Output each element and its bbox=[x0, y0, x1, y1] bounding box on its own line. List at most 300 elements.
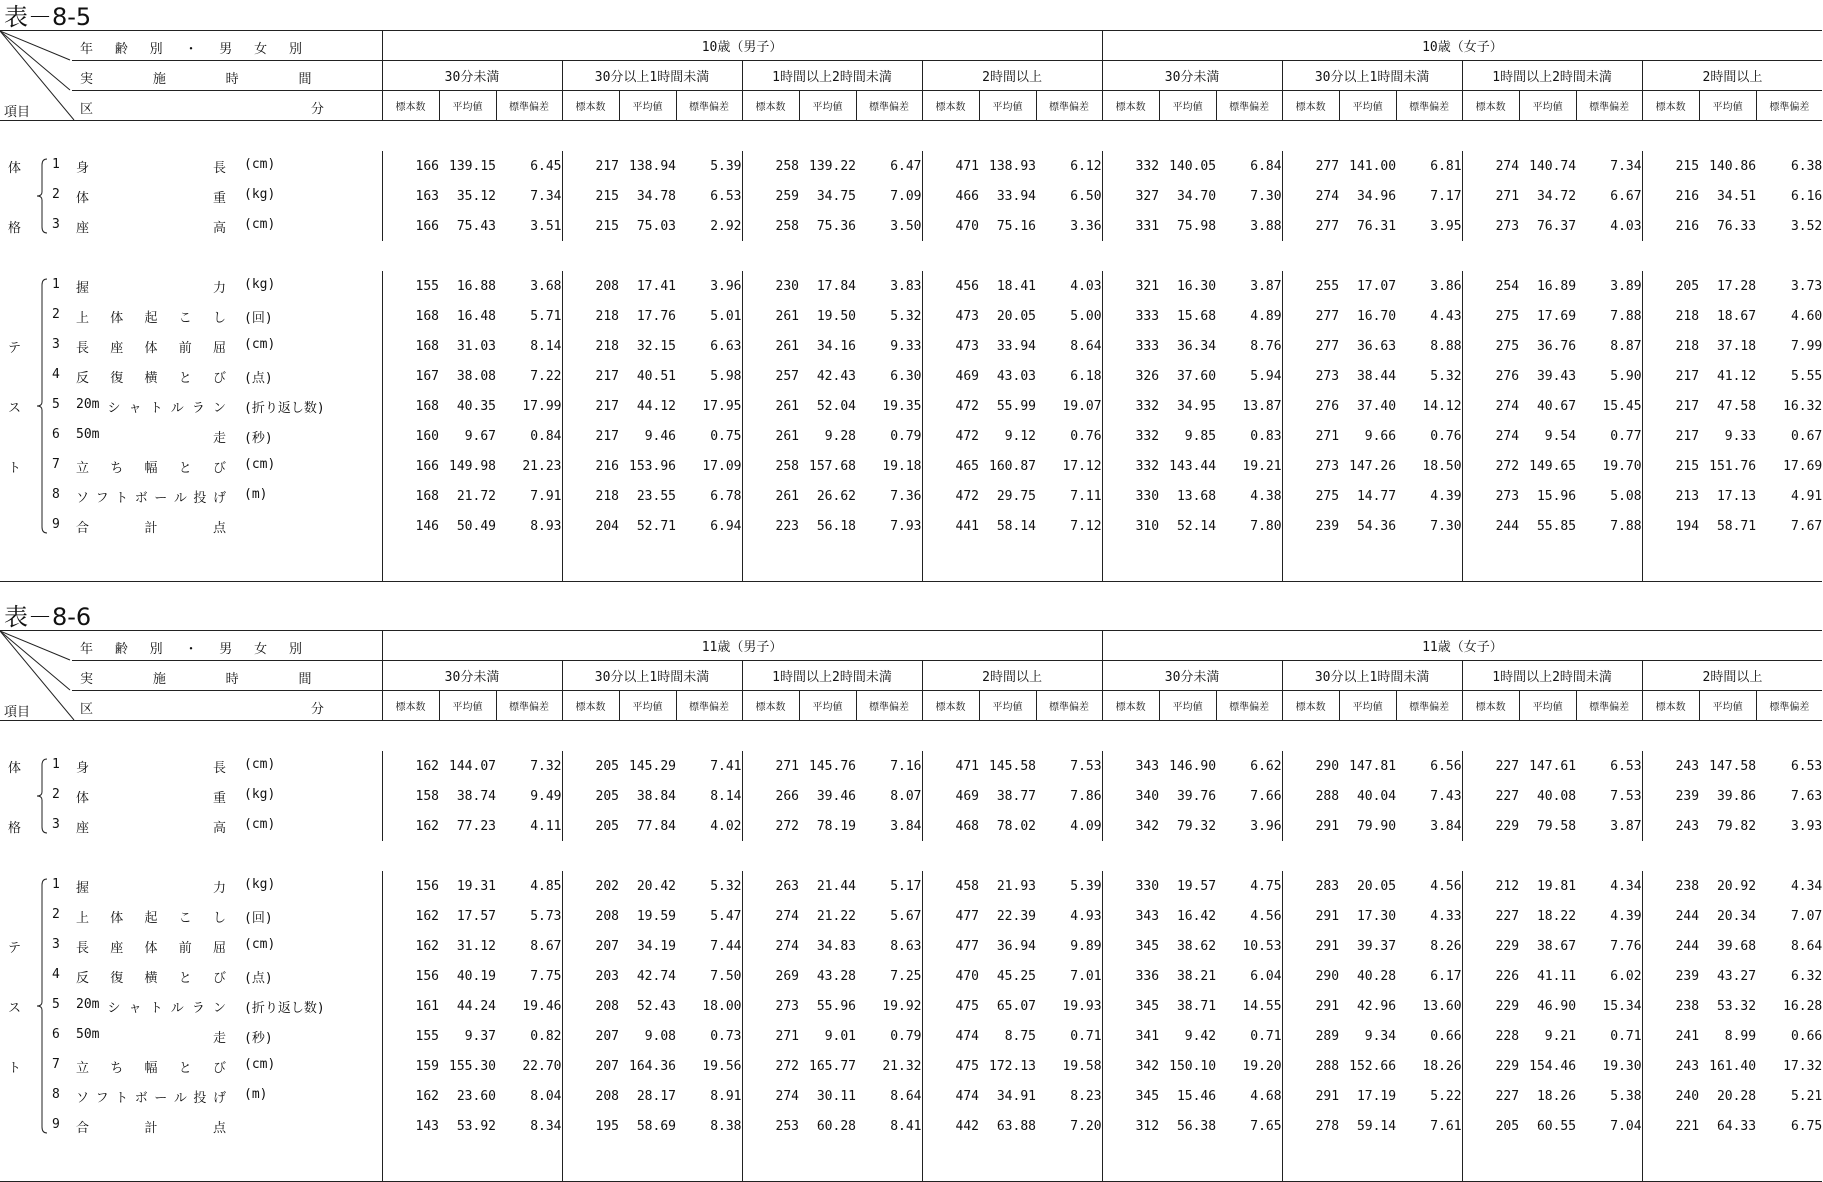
value-cell: 205 bbox=[1462, 1111, 1519, 1141]
item-name bbox=[76, 397, 226, 416]
value-cell: 4.85 bbox=[530, 878, 562, 894]
value-cell: 34.95 bbox=[1176, 398, 1217, 414]
item-name bbox=[76, 427, 226, 446]
value-cell: 26.62 bbox=[816, 488, 856, 504]
brace-segment bbox=[34, 511, 48, 541]
value-cell: 8.75 bbox=[1004, 1028, 1036, 1044]
value-cell: 330 bbox=[1102, 871, 1159, 901]
table-row bbox=[0, 901, 1822, 931]
value-cell: 145.29 bbox=[629, 758, 676, 774]
value-cell: 19.18 bbox=[882, 458, 922, 474]
value-cell: 75.03 bbox=[636, 218, 676, 234]
item-name-part: 20m bbox=[76, 397, 100, 412]
blank-cell bbox=[0, 1141, 382, 1182]
value-cell: 77.23 bbox=[456, 818, 496, 834]
value-cell: 215 bbox=[1642, 151, 1699, 181]
blank-cell bbox=[0, 241, 382, 271]
value-cell: 4.38 bbox=[1250, 488, 1282, 504]
item-name-part: と bbox=[178, 1061, 192, 1076]
value-cell: 243 bbox=[1642, 1051, 1699, 1081]
value-cell: 5.32 bbox=[890, 308, 922, 324]
brace-segment bbox=[34, 1051, 48, 1081]
value-cell: 147.61 bbox=[1529, 758, 1577, 774]
value-cell: 229 bbox=[1462, 991, 1519, 1021]
value-cell: 217 bbox=[562, 151, 619, 181]
stat-header: 平均値 bbox=[979, 691, 1036, 721]
value-cell: 55.96 bbox=[816, 998, 856, 1014]
row-label bbox=[0, 511, 382, 541]
value-cell: 39.86 bbox=[1716, 788, 1757, 804]
value-cell: 16.70 bbox=[1356, 308, 1397, 324]
value-cell: 19.35 bbox=[882, 398, 922, 414]
value-cell: 202 bbox=[562, 871, 619, 901]
value-cell: 155 bbox=[382, 271, 439, 301]
value-cell: 158 bbox=[382, 781, 439, 811]
value-cell: 289 bbox=[1282, 1021, 1339, 1051]
brace-segment bbox=[34, 361, 48, 391]
value-cell: 17.09 bbox=[702, 458, 742, 474]
value-cell: 162 bbox=[382, 751, 439, 781]
group-header: 10歳（女子） bbox=[1102, 31, 1822, 61]
value-cell: 271 bbox=[742, 751, 799, 781]
value-cell: 161 bbox=[382, 991, 439, 1021]
item-name-part: フ bbox=[95, 491, 109, 506]
item-name-part: 握 bbox=[76, 281, 90, 296]
value-cell: 17.76 bbox=[636, 308, 676, 324]
item-name bbox=[76, 157, 226, 176]
value-cell: 6.02 bbox=[1610, 968, 1642, 984]
value-cell: 165.77 bbox=[809, 1058, 856, 1074]
stat-header: 標準偏差 bbox=[1756, 91, 1822, 121]
item-unit: (折り返し数) bbox=[244, 1001, 325, 1016]
value-cell: 8.23 bbox=[1070, 1088, 1102, 1104]
item-name bbox=[76, 877, 226, 896]
value-cell: 7.61 bbox=[1430, 1118, 1462, 1134]
value-cell: 42.43 bbox=[816, 368, 856, 384]
value-cell: 160 bbox=[382, 421, 439, 451]
blank-cell bbox=[0, 721, 382, 752]
item-name-part: 起 bbox=[144, 311, 158, 326]
item-name bbox=[76, 967, 226, 986]
value-cell: 168 bbox=[382, 481, 439, 511]
item-name-part: ー bbox=[154, 1091, 168, 1106]
value-cell: 17.57 bbox=[456, 908, 496, 924]
value-cell: 7.76 bbox=[1610, 938, 1642, 954]
item-number: 1 bbox=[52, 157, 60, 172]
value-cell: 275 bbox=[1282, 481, 1339, 511]
value-cell: 266 bbox=[742, 781, 799, 811]
value-cell: 21.22 bbox=[816, 908, 856, 924]
blank-cell bbox=[1462, 841, 1642, 871]
blank-cell bbox=[922, 541, 1102, 582]
item-name-part: 上 bbox=[76, 311, 90, 326]
value-cell: 8.91 bbox=[710, 1088, 742, 1104]
blank-cell bbox=[742, 241, 922, 271]
item-unit: (点) bbox=[244, 971, 273, 986]
blank-cell bbox=[922, 241, 1102, 271]
value-cell: 8.76 bbox=[1250, 338, 1282, 354]
value-cell: 7.99 bbox=[1790, 338, 1823, 354]
table-section bbox=[0, 0, 1823, 571]
value-cell: 37.60 bbox=[1176, 368, 1217, 384]
value-cell: 0.66 bbox=[1790, 1028, 1823, 1044]
stat-header: 標本数 bbox=[1642, 691, 1699, 721]
value-cell: 76.37 bbox=[1536, 218, 1577, 234]
value-cell: 16.42 bbox=[1176, 908, 1217, 924]
item-number: 5 bbox=[52, 997, 60, 1012]
table-row bbox=[0, 301, 1822, 331]
value-cell: 40.04 bbox=[1356, 788, 1397, 804]
value-cell: 332 bbox=[1102, 451, 1159, 481]
value-cell: 168 bbox=[382, 331, 439, 361]
stat-header: 標本数 bbox=[382, 691, 439, 721]
blank-cell bbox=[922, 121, 1102, 152]
stat-header: 平均値 bbox=[1519, 691, 1576, 721]
value-cell: 18.00 bbox=[702, 998, 742, 1014]
value-cell: 153.96 bbox=[629, 458, 676, 474]
item-name-part: 50m bbox=[76, 1027, 100, 1042]
brace-segment bbox=[34, 961, 48, 991]
value-cell: 7.16 bbox=[890, 758, 922, 774]
group-header: 11歳（女子） bbox=[1102, 631, 1822, 661]
item-name-part: 高 bbox=[212, 221, 226, 236]
label-age-sex: 年 齢 別 ・ 男 女 別 bbox=[80, 42, 302, 57]
value-cell: 9.33 bbox=[1724, 428, 1757, 444]
value-cell: 17.69 bbox=[1536, 308, 1577, 324]
value-cell: 333 bbox=[1102, 331, 1159, 361]
item-name-part: 50m bbox=[76, 427, 100, 442]
item-name-part: 体 bbox=[110, 311, 124, 326]
table-row bbox=[0, 1021, 1822, 1051]
brace-segment bbox=[34, 1021, 48, 1051]
value-cell: 55.99 bbox=[996, 398, 1036, 414]
value-cell: 56.38 bbox=[1176, 1118, 1217, 1134]
value-cell: 138.94 bbox=[629, 158, 676, 174]
item-unit: (cm) bbox=[244, 217, 276, 232]
row-label bbox=[0, 1051, 382, 1081]
value-cell: 227 bbox=[1462, 1081, 1519, 1111]
value-cell: 4.68 bbox=[1250, 1088, 1282, 1104]
item-name bbox=[76, 1027, 226, 1046]
data-table bbox=[0, 630, 1822, 1182]
value-cell: 140.05 bbox=[1169, 158, 1217, 174]
value-cell: 13.87 bbox=[1242, 398, 1282, 414]
value-cell: 8.64 bbox=[890, 1088, 922, 1104]
value-cell: 21.32 bbox=[882, 1058, 922, 1074]
item-name-part: 屈 bbox=[212, 941, 226, 956]
table-title: 表－8-5 bbox=[4, 3, 92, 31]
value-cell: 469 bbox=[922, 781, 979, 811]
value-cell: 6.17 bbox=[1430, 968, 1462, 984]
row-label bbox=[0, 421, 382, 451]
value-cell: 157.68 bbox=[809, 458, 856, 474]
item-name bbox=[76, 457, 226, 476]
table-row bbox=[0, 811, 1822, 841]
row-label bbox=[0, 901, 382, 931]
blank-cell bbox=[1282, 241, 1462, 271]
value-cell: 155.30 bbox=[449, 1058, 496, 1074]
value-cell: 277 bbox=[1282, 301, 1339, 331]
value-cell: 8.38 bbox=[710, 1118, 742, 1134]
value-cell: 273 bbox=[742, 991, 799, 1021]
value-cell: 147.58 bbox=[1709, 758, 1757, 774]
blank-row bbox=[0, 721, 1822, 752]
value-cell: 469 bbox=[922, 361, 979, 391]
item-number: 1 bbox=[52, 277, 60, 292]
value-cell: 475 bbox=[922, 1051, 979, 1081]
value-cell: 9.66 bbox=[1364, 428, 1397, 444]
value-cell: 7.11 bbox=[1070, 488, 1102, 504]
stat-header: 標本数 bbox=[382, 91, 439, 121]
row-label bbox=[0, 181, 382, 211]
row-label bbox=[0, 1111, 382, 1141]
value-cell: 19.59 bbox=[636, 908, 676, 924]
value-cell: 343 bbox=[1102, 901, 1159, 931]
table-row bbox=[0, 481, 1822, 511]
item-number: 6 bbox=[52, 1027, 60, 1042]
value-cell: 17.30 bbox=[1356, 908, 1397, 924]
value-cell: 7.09 bbox=[890, 188, 922, 204]
value-cell: 33.94 bbox=[996, 188, 1036, 204]
item-name bbox=[76, 517, 226, 536]
value-cell: 291 bbox=[1282, 991, 1339, 1021]
value-cell: 52.14 bbox=[1176, 518, 1217, 534]
value-cell: 75.98 bbox=[1176, 218, 1217, 234]
row-label bbox=[0, 781, 382, 811]
value-cell: 5.90 bbox=[1610, 368, 1642, 384]
value-cell: 65.07 bbox=[996, 998, 1036, 1014]
value-cell: 34.83 bbox=[816, 938, 856, 954]
value-cell: 20.42 bbox=[636, 878, 676, 894]
value-cell: 4.02 bbox=[710, 818, 742, 834]
blank-cell bbox=[1102, 721, 1282, 752]
label-age-sex: 年 齢 別 ・ 男 女 別 bbox=[80, 642, 302, 657]
blank-cell bbox=[562, 541, 742, 582]
item-name-part: 投 bbox=[193, 491, 207, 506]
value-cell: 7.30 bbox=[1430, 518, 1462, 534]
value-cell: 7.63 bbox=[1790, 788, 1823, 804]
value-cell: 0.76 bbox=[1430, 428, 1462, 444]
item-unit: (秒) bbox=[244, 1031, 273, 1046]
value-cell: 7.53 bbox=[1610, 788, 1642, 804]
item-unit: (m) bbox=[244, 1087, 268, 1102]
value-cell: 36.34 bbox=[1176, 338, 1217, 354]
item-number: 3 bbox=[52, 337, 60, 352]
value-cell: 218 bbox=[562, 331, 619, 361]
value-cell: 143.44 bbox=[1169, 458, 1217, 474]
value-cell: 7.04 bbox=[1610, 1118, 1642, 1134]
item-name-part: シ bbox=[107, 1001, 121, 1016]
table-row bbox=[0, 181, 1822, 211]
table-row bbox=[0, 991, 1822, 1021]
value-cell: 19.07 bbox=[1062, 398, 1102, 414]
blank-cell bbox=[562, 841, 742, 871]
item-number: 2 bbox=[52, 787, 60, 802]
value-cell: 332 bbox=[1102, 421, 1159, 451]
value-cell: 218 bbox=[562, 301, 619, 331]
blank-cell bbox=[1282, 1141, 1462, 1182]
value-cell: 14.12 bbox=[1422, 398, 1462, 414]
value-cell: 13.60 bbox=[1422, 998, 1462, 1014]
value-cell: 4.34 bbox=[1790, 878, 1823, 894]
blank-cell bbox=[1642, 121, 1822, 152]
item-name-part: び bbox=[212, 461, 226, 476]
value-cell: 6.47 bbox=[890, 158, 922, 174]
value-cell: 7.88 bbox=[1610, 308, 1642, 324]
value-cell: 9.46 bbox=[644, 428, 676, 444]
value-cell: 258 bbox=[742, 211, 799, 241]
value-cell: 4.33 bbox=[1430, 908, 1462, 924]
value-cell: 6.62 bbox=[1250, 758, 1282, 774]
item-name-part: ラ bbox=[191, 401, 205, 416]
item-name-part: ー bbox=[154, 491, 168, 506]
value-cell: 9.37 bbox=[464, 1028, 496, 1044]
value-cell: 147.26 bbox=[1349, 458, 1397, 474]
value-cell: 5.71 bbox=[530, 308, 562, 324]
category-label: ス bbox=[8, 1001, 22, 1016]
value-cell: 75.36 bbox=[816, 218, 856, 234]
value-cell: 5.47 bbox=[710, 908, 742, 924]
value-cell: 239 bbox=[1642, 781, 1699, 811]
value-cell: 8.64 bbox=[1070, 338, 1102, 354]
value-cell: 326 bbox=[1102, 361, 1159, 391]
value-cell: 6.75 bbox=[1790, 1118, 1823, 1134]
value-cell: 19.50 bbox=[816, 308, 856, 324]
value-cell: 21.44 bbox=[816, 878, 856, 894]
header-corner bbox=[0, 631, 382, 721]
item-name-part: 20m bbox=[76, 997, 100, 1012]
item-name-part: 重 bbox=[212, 791, 226, 806]
value-cell: 6.81 bbox=[1430, 158, 1462, 174]
item-number: 4 bbox=[52, 367, 60, 382]
value-cell: 75.43 bbox=[456, 218, 496, 234]
row-label bbox=[0, 301, 382, 331]
value-cell: 4.89 bbox=[1250, 308, 1282, 324]
stat-header: 標本数 bbox=[1642, 91, 1699, 121]
table-row bbox=[0, 961, 1822, 991]
value-cell: 18.50 bbox=[1422, 458, 1462, 474]
value-cell: 50.49 bbox=[456, 518, 496, 534]
value-cell: 466 bbox=[922, 181, 979, 211]
stat-header: 平均値 bbox=[1339, 91, 1396, 121]
value-cell: 274 bbox=[1462, 391, 1519, 421]
value-cell: 7.75 bbox=[530, 968, 562, 984]
value-cell: 43.27 bbox=[1716, 968, 1757, 984]
value-cell: 229 bbox=[1462, 1051, 1519, 1081]
value-cell: 9.42 bbox=[1184, 1028, 1217, 1044]
table-row bbox=[0, 871, 1822, 901]
item-name bbox=[76, 937, 226, 956]
value-cell: 43.28 bbox=[816, 968, 856, 984]
value-cell: 332 bbox=[1102, 391, 1159, 421]
item-name-part: ボ bbox=[134, 491, 148, 506]
blank-cell bbox=[382, 721, 562, 752]
blank-cell bbox=[0, 121, 382, 152]
value-cell: 342 bbox=[1102, 811, 1159, 841]
value-cell: 9.21 bbox=[1544, 1028, 1577, 1044]
value-cell: 17.99 bbox=[522, 398, 562, 414]
item-name-part: 復 bbox=[110, 371, 124, 386]
item-name-part: シ bbox=[107, 401, 121, 416]
item-unit: (回) bbox=[244, 911, 273, 926]
value-cell: 160.87 bbox=[989, 458, 1036, 474]
value-cell: 0.79 bbox=[890, 428, 922, 444]
value-cell: 3.96 bbox=[710, 278, 742, 294]
table-section bbox=[0, 600, 1823, 1171]
blank-cell bbox=[0, 541, 382, 582]
value-cell: 63.88 bbox=[996, 1118, 1036, 1134]
value-cell: 156 bbox=[382, 871, 439, 901]
table-row bbox=[0, 151, 1822, 181]
value-cell: 276 bbox=[1462, 361, 1519, 391]
value-cell: 37.18 bbox=[1716, 338, 1757, 354]
value-cell: 9.89 bbox=[1070, 938, 1102, 954]
value-cell: 7.44 bbox=[710, 938, 742, 954]
blank-row bbox=[0, 841, 1822, 871]
value-cell: 7.07 bbox=[1790, 908, 1823, 924]
table-row bbox=[0, 1051, 1822, 1081]
item-name-part: ン bbox=[212, 1001, 226, 1016]
item-name-part: 身 bbox=[76, 761, 90, 776]
value-cell: 215 bbox=[562, 181, 619, 211]
value-cell: 269 bbox=[742, 961, 799, 991]
header-row-age-sex bbox=[0, 31, 1822, 61]
stat-header: 標準偏差 bbox=[1756, 691, 1822, 721]
value-cell: 0.77 bbox=[1610, 428, 1642, 444]
stat-header: 標本数 bbox=[742, 91, 799, 121]
value-cell: 244 bbox=[1462, 511, 1519, 541]
value-cell: 172.13 bbox=[989, 1058, 1036, 1074]
header-row-age-sex bbox=[0, 631, 1822, 661]
value-cell: 456 bbox=[922, 271, 979, 301]
item-name-part: 走 bbox=[212, 1031, 226, 1046]
value-cell: 141.00 bbox=[1349, 158, 1397, 174]
blank-cell bbox=[922, 721, 1102, 752]
value-cell: 7.50 bbox=[710, 968, 742, 984]
value-cell: 473 bbox=[922, 331, 979, 361]
value-cell: 7.34 bbox=[1610, 158, 1642, 174]
row-label bbox=[0, 991, 382, 1021]
value-cell: 30.11 bbox=[816, 1088, 856, 1104]
duration-header: 2時間以上 bbox=[1642, 61, 1822, 91]
value-cell: 8.14 bbox=[530, 338, 562, 354]
item-name-part: と bbox=[178, 461, 192, 476]
item-name-part: 体 bbox=[76, 191, 90, 206]
value-cell: 216 bbox=[1642, 181, 1699, 211]
stat-header: 標準偏差 bbox=[1036, 691, 1102, 721]
value-cell: 3.86 bbox=[1430, 278, 1462, 294]
value-cell: 4.03 bbox=[1610, 218, 1642, 234]
value-cell: 15.96 bbox=[1536, 488, 1577, 504]
value-cell: 44.24 bbox=[456, 998, 496, 1014]
duration-header: 30分以上1時間未満 bbox=[562, 61, 742, 91]
value-cell: 38.08 bbox=[456, 368, 496, 384]
stat-header: 標準偏差 bbox=[676, 91, 742, 121]
blank-cell bbox=[1462, 121, 1642, 152]
value-cell: 140.74 bbox=[1529, 158, 1577, 174]
item-number: 7 bbox=[52, 457, 60, 472]
value-cell: 52.43 bbox=[636, 998, 676, 1014]
value-cell: 205 bbox=[562, 811, 619, 841]
value-cell: 36.76 bbox=[1536, 338, 1577, 354]
value-cell: 218 bbox=[1642, 301, 1699, 331]
value-cell: 6.30 bbox=[890, 368, 922, 384]
value-cell: 263 bbox=[742, 871, 799, 901]
blank-cell bbox=[562, 1141, 742, 1182]
stat-header: 標準偏差 bbox=[496, 91, 562, 121]
value-cell: 16.88 bbox=[456, 278, 496, 294]
value-cell: 19.70 bbox=[1602, 458, 1642, 474]
